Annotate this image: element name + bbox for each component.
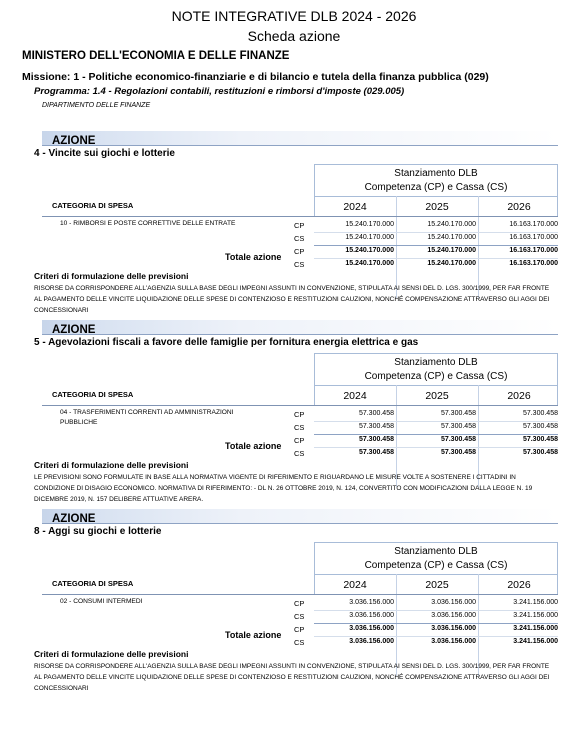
total-cs-value: 57.300.458: [522, 449, 558, 456]
totale-azione-label: Totale azione: [225, 441, 282, 451]
year-2024: 2024: [343, 579, 367, 591]
categoria-item: 10 - RIMBORSI E POSTE CORRETTIVE DELLE ENTRATE: [60, 220, 236, 227]
categoria-head: CATEGORIA DI SPESA: [52, 201, 134, 210]
stanziamento-line1: Stanziamento DLB: [394, 357, 478, 368]
cs-value: 3.241.156.000: [513, 612, 558, 619]
header-rule: [42, 594, 558, 595]
cs-label: CS: [294, 449, 305, 458]
row-rule: [314, 421, 558, 422]
row-rule: [314, 636, 558, 637]
azione-bar: [42, 509, 558, 524]
total-cp-value: 3.241.156.000: [513, 625, 558, 632]
cp-label: CP: [294, 247, 305, 256]
azione-title: 5 - Agevolazioni fiscali a favore delle famiglie per fornitura energia elettrica e gas: [34, 337, 419, 348]
total-cs-value: 15.240.170.000: [427, 260, 476, 267]
missione-heading: Missione: 1 - Politiche economico-finanziarie e di bilancio e tutela della finanza pubblica (029): [22, 71, 489, 83]
total-cs-value: 16.163.170.000: [509, 260, 558, 267]
total-cs-value: 15.240.170.000: [345, 260, 394, 267]
cs-value: 15.240.170.000: [345, 234, 394, 241]
budget-table: [42, 349, 558, 458]
stanziamento-line2: Competenza (CP) e Cassa (CS): [364, 371, 508, 382]
totale-azione-label: Totale azione: [225, 630, 282, 640]
total-cs-value: 57.300.458: [440, 449, 476, 456]
totale-azione-label: Totale azione: [225, 252, 282, 262]
cp-label: CP: [294, 410, 305, 419]
total-rule: [314, 245, 558, 246]
year-2026: 2026: [507, 579, 531, 591]
azione-label: AZIONE: [52, 135, 96, 147]
years-header: [314, 574, 558, 594]
azione-section: [34, 509, 558, 694]
stanziamento-line2: Competenza (CP) e Cassa (CS): [364, 560, 508, 571]
year-2024: 2024: [343, 390, 367, 402]
total-cp-value: 57.300.458: [358, 436, 394, 443]
criteri-text: RISORSE DA CORRISPONDERE ALL'AGENZIA SULLA BASE DEGLI IMPEGNI ASSUNTI IN CONVENZIONE, STIPULATA AI SENSI DEL D. LGS. 300/1999, PER FAR FRONTE AL PAGAMENTO DELLE VINCITE LIQUIDAZIONE DELLE SPESE DI CONTENZIOSO E RESTITUZIONI CAUZIONI, NONCHÉ COMPENSAZIONE ATTRAVERSO GLI AGGI DEI CONCESSIONARI: [34, 285, 550, 314]
criteri-text: LE PREVISIONI SONO FORMULATE IN BASE ALLA NORMATIVA VIGENTE DI RIFERIMENTO E RIGUARDANO LE MISURE VOLTE A SOSTENERE I CITTADINI IN CONDIZIONE DI DISAGIO ECONOMICO. NORMATIVA DI RIFERIMENTO: - DL N. 26 OTTOBRE 2019, N. 124, CONVERTITO CON MODIFICAZIONI DALLA LEGGE N. 19 DICEMBRE 2019, N. 157 DELIBERE ATTUATIVE ARERA.: [34, 474, 533, 503]
cp-value: 3.241.156.000: [513, 599, 558, 606]
total-cp-value: 15.240.170.000: [345, 247, 394, 254]
row-rule: [314, 258, 558, 259]
cp-value: 15.240.170.000: [345, 221, 394, 228]
year-2025: 2025: [425, 390, 449, 402]
criteri-text: RISORSE DA CORRISPONDERE ALL'AGENZIA SULLA BASE DEGLI IMPEGNI ASSUNTI IN CONVENZIONE, STIPULATA AI SENSI DEL D. LGS. 300/1999, PER FAR FRONTE AL PAGAMENTO DELLE VINCITE LIQUIDAZIONE DELLE SPESE DI CONTENZIOSO E RESTITUZIONI CAUZIONI, NONCHÉ COMPENSAZIONE ATTRAVERSO GLI AGGI DEI CONCESSIONARI: [34, 663, 550, 692]
total-cs-value: 3.036.156.000: [431, 638, 476, 645]
cp-label: CP: [294, 436, 305, 445]
total-cp-value: 3.036.156.000: [431, 625, 476, 632]
cp-value: 16.163.170.000: [509, 221, 558, 228]
header-rule: [42, 216, 558, 217]
row-rule: [314, 610, 558, 611]
criteri-title: Criteri di formulazione delle previsioni: [34, 649, 189, 659]
total-cp-value: 3.036.156.000: [349, 625, 394, 632]
criteri-title: Criteri di formulazione delle previsioni: [34, 460, 189, 470]
total-cs-value: 3.241.156.000: [513, 638, 558, 645]
cs-value: 3.036.156.000: [431, 612, 476, 619]
cs-value: 57.300.458: [440, 423, 476, 430]
cs-value: 3.036.156.000: [349, 612, 394, 619]
azione-bar: [42, 320, 558, 335]
year-2026: 2026: [507, 201, 531, 213]
cp-value: 3.036.156.000: [349, 599, 394, 606]
total-cp-value: 57.300.458: [522, 436, 558, 443]
cs-value: 16.163.170.000: [509, 234, 558, 241]
azione-title: 8 - Aggi su giochi e lotterie: [34, 526, 162, 537]
budget-table: [42, 538, 558, 647]
stanziamento-header: [314, 542, 558, 574]
cp-value: 57.300.458: [358, 410, 394, 417]
cs-label: CS: [294, 260, 305, 269]
budget-table: [42, 160, 558, 269]
year-2026: 2026: [507, 390, 531, 402]
document-title: NOTE INTEGRATIVE DLB 2024 - 2026: [171, 8, 417, 24]
document-subtitle: Scheda azione: [247, 28, 341, 44]
total-cs-value: 3.036.156.000: [349, 638, 394, 645]
categoria-head: CATEGORIA DI SPESA: [52, 579, 134, 588]
stanziamento-line2: Competenza (CP) e Cassa (CS): [364, 182, 508, 193]
stanziamento-line1: Stanziamento DLB: [394, 546, 478, 557]
cs-label: CS: [294, 423, 305, 432]
header-rule: [42, 405, 558, 406]
azione-bar: [42, 131, 558, 146]
azione-section: [34, 320, 558, 505]
azione-label: AZIONE: [52, 324, 96, 336]
year-2024: 2024: [343, 201, 367, 213]
azione-label: AZIONE: [52, 513, 96, 525]
total-cs-value: 57.300.458: [358, 449, 394, 456]
azione-section: [34, 131, 558, 316]
cs-value: 15.240.170.000: [427, 234, 476, 241]
categoria-head: CATEGORIA DI SPESA: [52, 390, 134, 399]
ministero-heading: MINISTERO DELL'ECONOMIA E DELLE FINANZE: [22, 50, 290, 62]
categoria-item: 04 - TRASFERIMENTI CORRENTI AD AMMINISTRAZIONI PUBBLICHE: [60, 409, 234, 426]
cs-value: 57.300.458: [358, 423, 394, 430]
cp-value: 3.036.156.000: [431, 599, 476, 606]
cp-value: 57.300.458: [440, 410, 476, 417]
cp-value: 15.240.170.000: [427, 221, 476, 228]
stanziamento-header: [314, 353, 558, 385]
cp-label: CP: [294, 625, 305, 634]
cs-label: CS: [294, 612, 305, 621]
total-cp-value: 15.240.170.000: [427, 247, 476, 254]
cp-value: 57.300.458: [522, 410, 558, 417]
stanziamento-line1: Stanziamento DLB: [394, 168, 478, 179]
cs-label: CS: [294, 234, 305, 243]
row-rule: [314, 232, 558, 233]
programma-heading: Programma: 1.4 - Regolazioni contabili, restituzioni e rimborsi d'imposte (029.005): [34, 86, 405, 97]
total-rule: [314, 434, 558, 435]
year-2025: 2025: [425, 201, 449, 213]
cs-value: 57.300.458: [522, 423, 558, 430]
years-header: [314, 196, 558, 216]
criteri-title: Criteri di formulazione delle previsioni: [34, 271, 189, 281]
total-cp-value: 16.163.170.000: [509, 247, 558, 254]
years-header: [314, 385, 558, 405]
year-2025: 2025: [425, 579, 449, 591]
categoria-item: 02 - CONSUMI INTERMEDI: [60, 598, 143, 605]
cp-label: CP: [294, 599, 305, 608]
row-rule: [314, 447, 558, 448]
azione-title: 4 - Vincite sui giochi e lotterie: [34, 148, 175, 159]
total-cp-value: 57.300.458: [440, 436, 476, 443]
cp-label: CP: [294, 221, 305, 230]
cs-label: CS: [294, 638, 305, 647]
dipartimento-label: DIPARTIMENTO DELLE FINANZE: [42, 102, 151, 109]
total-rule: [314, 623, 558, 624]
stanziamento-header: [314, 164, 558, 196]
